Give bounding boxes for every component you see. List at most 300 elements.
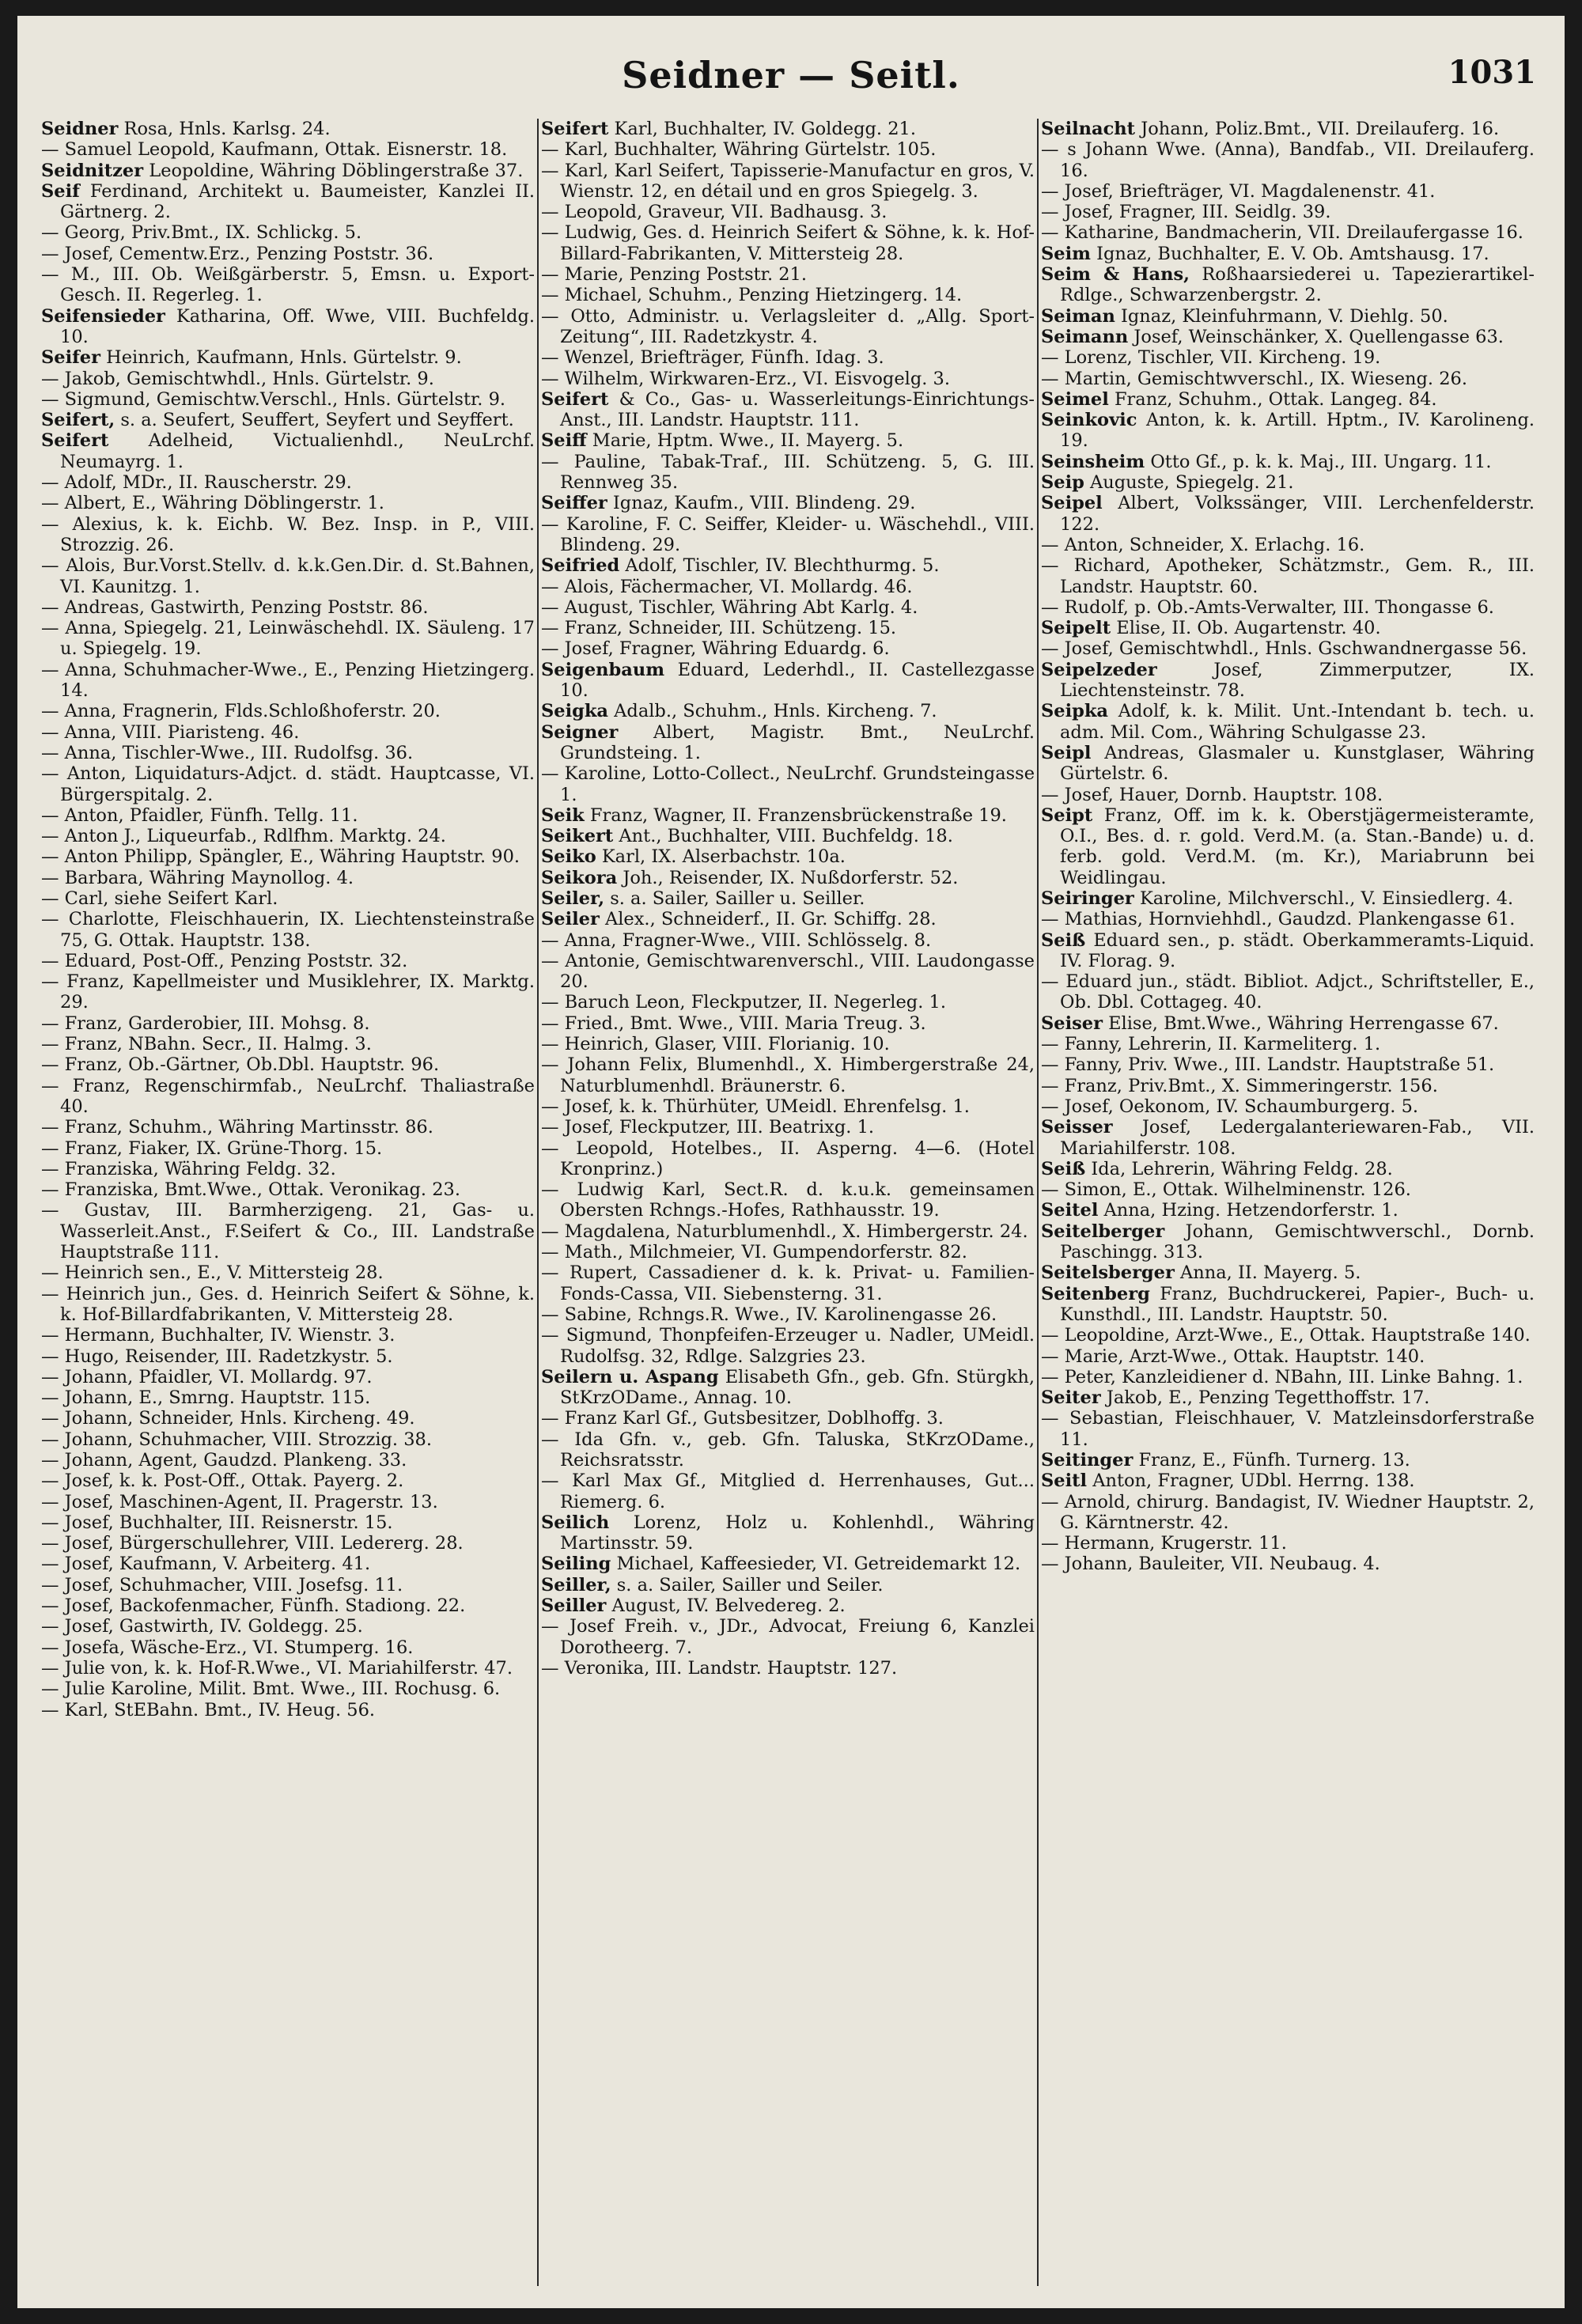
entry-text: — Wilhelm, Wirkwaren-Erz., VI. Eisvogelg. 3. [541, 368, 951, 389]
entry-text: — Leopoldine, Arzt-Wwe., E., Ottak. Hauptstraße 140. [1041, 1325, 1531, 1346]
directory-entry [541, 722, 1035, 764]
entry-text: Franz, E., Fünfh. Turnerg. 13. [1138, 1450, 1410, 1470]
directory-entry [41, 306, 535, 348]
entry-name: Seiler, [541, 888, 605, 909]
directory-entry [541, 1429, 1035, 1471]
entry-text: Josef, Zimmerputzer, IX. Liechtensteinstr. 78. [1060, 659, 1535, 702]
directory-entry [41, 1138, 535, 1159]
directory-entry [1041, 1367, 1535, 1387]
directory-entry [41, 846, 535, 867]
entry-text: Marie, Hptm. Wwe., II. Mayerg. 5. [592, 430, 904, 452]
entry-text: Franz, Wagner, II. Franzensbrückenstraße 19. [589, 804, 1007, 826]
entry-text: Joh., Reisender, IX. Nußdorferstr. 52. [623, 867, 959, 888]
directory-entry [1041, 347, 1535, 368]
entry-name: Seiß [1041, 929, 1086, 951]
entry-text: Auguste, Spiegelg. 21. [1090, 472, 1294, 494]
directory-entry [541, 951, 1035, 993]
entry-text: Ferdinand, Architekt u. Baumeister, Kanzlei II. Gärtnerg. 2. [60, 180, 535, 223]
entry-text: August, IV. Belvedereg. 2. [611, 1595, 846, 1617]
directory-entry [41, 181, 535, 223]
directory-entry [541, 1616, 1035, 1658]
directory-entry [1041, 971, 1535, 1013]
entry-text: — Rudolf, p. Ob.-Amts-Verwalter, III. Thongasse 6. [1041, 596, 1494, 618]
entry-text: — Ida Gfn. v., geb. Gfn. Taluska, StKrzODame., Reichsratsstr. [541, 1429, 1035, 1470]
directory-entry [1041, 1325, 1535, 1346]
directory-entry [41, 1492, 535, 1512]
directory-entry [41, 430, 535, 472]
entry-text: — Sabine, Rchngs.R. Wwe., IV. Karolinengasse 26. [541, 1304, 997, 1325]
directory-entry [541, 597, 1035, 618]
directory-entry [541, 618, 1035, 638]
entry-text: — Franz, Fiaker, IX. Grüne-Thorg. 15. [41, 1137, 383, 1159]
directory-entry [541, 1367, 1035, 1409]
directory-entry [41, 119, 535, 139]
entry-text: — Barbara, Währing Maynollog. 4. [41, 867, 354, 888]
directory-entry [41, 1429, 535, 1450]
directory-entry [41, 1346, 535, 1367]
directory-entry [41, 514, 535, 556]
entry-name: Seiling [541, 1554, 611, 1575]
entry-text: Anton, k. k. Artill. Hptm., IV. Karolineng. 19. [1060, 410, 1535, 452]
entry-text: — Josef, k. k. Post-Off., Ottak. Payerg. 2. [41, 1470, 404, 1492]
directory-entry [41, 826, 535, 846]
entry-name: Seigka [541, 701, 609, 722]
entry-name: Seidner [41, 119, 119, 139]
entry-text: — Heinrich, Glaser, VIII. Florianig. 10. [541, 1034, 890, 1055]
directory-entry [541, 826, 1035, 846]
entry-name: Seiser [1041, 1012, 1103, 1034]
directory-entry [1041, 1408, 1535, 1450]
directory-entry [1041, 1284, 1535, 1326]
entry-text: Josef, Weinschänker, X. Quellengasse 63. [1134, 326, 1504, 347]
entry-text: — Franz Karl Gf., Gutsbesitzer, Doblhoffg. 3. [541, 1408, 944, 1429]
column-rule [537, 119, 539, 2286]
directory-entry [541, 1242, 1035, 1262]
entry-text: — Hugo, Reisender, III. Radetzkystr. 5. [41, 1346, 393, 1367]
directory-entry [41, 868, 535, 888]
entry-text: Karoline, Milchverschl., V. Einsiedlerg. 4. [1139, 888, 1514, 909]
entry-text: Katharina, Off. Wwe, VIII. Buchfeldg. 10. [60, 305, 535, 347]
entry-text: Adolf, k. k. Milit. Unt.-Intendant b. tech. u. adm. Mil. Com., Währing Schulgasse 23. [1060, 701, 1535, 743]
directory-entry [41, 1325, 535, 1346]
entry-text: — Karl, Buchhalter, Währing Gürtelstr. 105. [541, 139, 937, 161]
entry-name: Seiter [1041, 1387, 1101, 1409]
directory-entry [41, 805, 535, 826]
directory-entry [41, 389, 535, 410]
entry-text: — Josef, Briefträger, VI. Magdalenenstr. 41. [1041, 180, 1436, 202]
entry-text: — Ludwig, Ges. d. Heinrich Seifert & Söhne, k. k. Hof-Billard-Fabrikanten, V. Mittersteig 28. [541, 222, 1035, 264]
entry-text: — Josef, Fragner, Währing Eduardg. 6. [541, 638, 890, 660]
entry-text: Adolf, Tischler, IV. Blechthurmg. 5. [625, 555, 940, 577]
directory-entry [41, 1616, 535, 1637]
entry-text: Albert, Magistr. Bmt., NeuLrchf. Grundsteing. 1. [560, 721, 1035, 763]
entry-text: — Johann, Pfaidler, VI. Mollardg. 97. [41, 1366, 373, 1387]
directory-entry [41, 264, 535, 306]
entry-text: — Anna, VIII. Piaristeng. 46. [41, 721, 300, 743]
directory-entry [41, 1533, 535, 1554]
entry-text: Heinrich, Kaufmann, Hnls. Gürtelstr. 9. [106, 347, 462, 369]
entry-name: Seigner [541, 721, 619, 743]
entry-text: — Lorenz, Tischler, VII. Kircheng. 19. [1041, 347, 1381, 369]
directory-entry [41, 909, 535, 951]
entry-text: — Franz, Regenschirmfab., NeuLrchf. Thaliastraße 40. [41, 1075, 535, 1117]
entry-name: Seiringer [1041, 888, 1134, 909]
entry-text: — Adolf, MDr., II. Rauscherstr. 29. [41, 472, 352, 494]
entry-name: Seim & Hans, [1041, 264, 1190, 286]
entry-text: — Anna, Tischler-Wwe., III. Rudolfsg. 36. [41, 742, 414, 763]
entry-name: Seifert [541, 119, 609, 139]
entry-text: — Franziska, Währing Feldg. 32. [41, 1158, 336, 1179]
directory-entry [1041, 1096, 1535, 1117]
entry-text: — Mathias, Hornviehhdl., Gaudzd. Plankengasse 61. [1041, 909, 1516, 930]
directory-entry [41, 597, 535, 618]
entry-text: — Alexius, k. k. Eichb. W. Bez. Insp. in P., VIII. Strozzig. 26. [41, 513, 535, 555]
directory-entry [1041, 555, 1535, 597]
entry-text: Karl, Buchhalter, IV. Goldegg. 21. [614, 119, 916, 139]
entry-text: — Anna, Schuhmacher-Wwe., E., Penzing Hietzingerg. 14. [41, 659, 535, 702]
entry-name: Seiller [541, 1595, 607, 1617]
directory-entry [1041, 1159, 1535, 1179]
entry-text: — Eduard, Post-Off., Penzing Poststr. 32. [41, 950, 408, 971]
directory-entry [541, 285, 1035, 305]
entry-name: Seimann [1041, 326, 1129, 347]
entry-text: — Josef, Gemischtwhdl., Hnls. Gschwandnergasse 56. [1041, 638, 1527, 660]
directory-entry [41, 1595, 535, 1616]
entry-text: — Josef, Bürgerschullehrer, VIII. Ledererg. 28. [41, 1533, 464, 1554]
entry-text: — Sebastian, Fleischhauer, V. Matzleinsdorferstraße 11. [1041, 1408, 1535, 1450]
entry-name: Seisser [1041, 1117, 1113, 1138]
entry-text: — Franz, Garderobier, III. Mohsg. 8. [41, 1012, 370, 1034]
directory-entry [41, 472, 535, 493]
directory-entry [1041, 1492, 1535, 1534]
entry-text: — Ludwig Karl, Sect.R. d. k.u.k. gemeinsamen Obersten Rchngs.-Hofes, Rathhausstr. 19. [541, 1179, 1035, 1221]
entry-name: Seinkovic [1041, 410, 1137, 431]
directory-entry [1041, 119, 1535, 139]
directory-entry [541, 1096, 1035, 1117]
entry-text: Ignaz, Buchhalter, E. V. Ob. Amtshausg. 17. [1096, 243, 1489, 264]
entry-text: — Heinrich jun., Ges. d. Heinrich Seifert & Söhne, k. k. Hof-Billardfabrikanten, V. Mittersteig 28. [41, 1283, 535, 1325]
directory-entry [1041, 1221, 1535, 1263]
directory-entry [1041, 805, 1535, 888]
directory-entry [541, 868, 1035, 888]
column-rule [1037, 119, 1039, 2286]
entry-name: Seiffer [541, 493, 607, 514]
directory-entry [541, 555, 1035, 576]
entry-text: — Franz, Schneider, III. Schützeng. 15. [541, 618, 897, 639]
directory-entry [41, 1575, 535, 1595]
entry-name: Seidnitzer [41, 160, 144, 181]
directory-entry [541, 347, 1035, 368]
directory-entry [41, 369, 535, 389]
entry-name: Seik [541, 804, 585, 826]
entry-text: — Jakob, Gemischtwhdl., Hnls. Gürtelstr. 9. [41, 368, 434, 389]
directory-entry [41, 1159, 535, 1179]
directory-entry [541, 1138, 1035, 1180]
directory-entry [1041, 264, 1535, 306]
entry-text: Ignaz, Kaufm., VIII. Blindeng. 29. [612, 493, 916, 514]
directory-entry [541, 1013, 1035, 1034]
entry-text: — Fanny, Priv. Wwe., III. Landstr. Hauptstraße 51. [1041, 1054, 1495, 1076]
entry-text: — Franz, Kapellmeister und Musiklehrer, IX. Marktg. 29. [41, 971, 535, 1013]
entry-name: Seifert [41, 430, 109, 452]
entry-text: — Rupert, Cassadiener d. k. k. Privat- u. Familien-Fonds-Cassa, VII. Siebensterng. 31. [541, 1262, 1035, 1304]
directory-entry [41, 743, 535, 763]
entry-text: — Anton, Schneider, X. Erlachg. 16. [1041, 534, 1365, 555]
directory-entry [1041, 1346, 1535, 1367]
directory-entry [41, 888, 535, 909]
entry-text: Alex., Schneiderf., II. Gr. Schiffg. 28. [604, 909, 937, 930]
entry-name: Seimel [1041, 388, 1109, 410]
directory-entry [541, 1179, 1035, 1221]
directory-entry [541, 1325, 1035, 1367]
directory-entry [41, 660, 535, 702]
entry-text: — M., III. Ob. Weißgärberstr. 5, Emsn. u. Export-Gesch. II. Regerleg. 1. [41, 264, 535, 306]
entry-text: — Andreas, Gastwirth, Penzing Poststr. 86. [41, 596, 429, 618]
directory-entry [541, 1262, 1035, 1304]
entry-text: — Johann, E., Smrng. Hauptstr. 115. [41, 1387, 371, 1409]
entry-text: — Josef, Maschinen-Agent, II. Pragerstr. 13. [41, 1491, 438, 1512]
entry-text: Ida, Lehrerin, Währing Feldg. 28. [1091, 1158, 1393, 1179]
directory-entry [41, 347, 535, 368]
entry-text: — Franz, Schuhm., Währing Martinsstr. 86. [41, 1117, 433, 1138]
entry-text: Leopoldine, Währing Döblingerstraße 37. [149, 160, 524, 181]
directory-entry [541, 992, 1035, 1012]
entry-text: — Wenzel, Briefträger, Fünfh. Idag. 3. [541, 347, 884, 369]
entry-text: — Franz, Priv.Bmt., X. Simmeringerstr. 156. [1041, 1075, 1438, 1096]
column-2 [541, 119, 1035, 2302]
entry-text: Adalb., Schuhm., Hnls. Kircheng. 7. [614, 701, 937, 722]
entry-name: Seipl [1041, 742, 1092, 763]
entry-name: Seikert [541, 826, 614, 847]
directory-entry [1041, 909, 1535, 929]
entry-name: Seitinger [1041, 1450, 1134, 1470]
directory-entry [41, 1179, 535, 1200]
entry-text: — Georg, Priv.Bmt., IX. Schlickg. 5. [41, 222, 362, 244]
entry-name: Seiko [541, 846, 596, 868]
entry-text: — Josef, k. k. Thürhüter, UMeidl. Ehrenfelsg. 1. [541, 1096, 970, 1117]
directory-entry [1041, 1179, 1535, 1200]
entry-text: — Anton, Pfaidler, Fünfh. Tellg. 11. [41, 804, 358, 826]
entry-name: Seiler [541, 909, 600, 930]
directory-entry [541, 909, 1035, 929]
entry-name: Seilich [541, 1512, 610, 1533]
entry-text: — Peter, Kanzleidiener d. NBahn, III. Linke Bahng. 1. [1041, 1366, 1523, 1387]
directory-entry [541, 1470, 1035, 1512]
entry-text: s. a. Sailer, Sailler und Seiler. [616, 1574, 884, 1595]
entry-text: — Anna, Spiegelg. 21, Leinwäschehdl. IX. Säuleng. 17 u. Spiegelg. 19. [41, 618, 535, 660]
entry-text: Adelheid, Victualienhdl., NeuLrchf. Neumayrg. 1. [60, 430, 535, 472]
entry-text: Anna, Hzing. Hetzendorferstr. 1. [1103, 1200, 1398, 1221]
directory-entry [1041, 472, 1535, 493]
entry-text: — Fanny, Lehrerin, II. Karmeliterg. 1. [1041, 1034, 1381, 1055]
entry-text: — Anton J., Liqueurfab., Rdlfhm. Marktg. 24. [41, 826, 446, 847]
entry-name: Seiman [1041, 305, 1115, 327]
entry-text: — Carl, siehe Seifert Karl. [41, 888, 278, 909]
entry-text: — Eduard jun., städt. Bibliot. Adjct., Schriftsteller, E., Ob. Dbl. Cottageg. 40. [1041, 971, 1535, 1013]
directory-entry [41, 1076, 535, 1118]
directory-entry [541, 1658, 1035, 1679]
directory-entry [1041, 597, 1535, 618]
entry-name: Seifensieder [41, 305, 165, 327]
directory-entry [541, 1408, 1035, 1429]
entry-text: — Anna, Fragner-Wwe., VIII. Schlösselg. 8. [541, 929, 932, 951]
entry-text: — Martin, Gemischtwverschl., IX. Wieseng. 26. [1041, 368, 1468, 389]
directory-entry [41, 1200, 535, 1262]
directory-entry [1041, 222, 1535, 243]
entry-text: — Franz, NBahn. Secr., II. Halmg. 3. [41, 1034, 372, 1055]
directory-entry [1041, 369, 1535, 389]
entry-text: Eduard sen., p. städt. Oberkammeramts-Liquid. IV. Florag. 9. [1060, 929, 1535, 971]
entry-text: — Michael, Schuhm., Penzing Hietzingerg. 14. [541, 285, 963, 306]
entry-text: — Karl Max Gf., Mitglied d. Herrenhauses, Gut... Riemerg. 6. [541, 1470, 1035, 1512]
entry-text: — Sigmund, Thonpfeifen-Erzeuger u. Nadler, UMeidl. Rudolfsg. 32, Rdlge. Salzgries 23. [541, 1325, 1035, 1367]
directory-entry [1041, 306, 1535, 327]
entry-text: Johann, Poliz.Bmt., VII. Dreilauferg. 16. [1141, 119, 1500, 139]
directory-entry [1041, 1387, 1535, 1408]
directory-entry [41, 722, 535, 743]
directory-entry [41, 1013, 535, 1034]
entry-text: — Otto, Administr. u. Verlagsleiter d. „Allg. Sport-Zeitung“, III. Radetzkystr. 4. [541, 305, 1035, 347]
entry-text: — Veronika, III. Landstr. Hauptstr. 127. [541, 1657, 898, 1679]
directory-entry [41, 763, 535, 805]
entry-text: — Franziska, Bmt.Wwe., Ottak. Veronikag. 23. [41, 1179, 461, 1201]
column-1 [41, 119, 535, 2302]
directory-entry [41, 1450, 535, 1470]
directory-entry [41, 1034, 535, 1054]
directory-entry [1041, 888, 1535, 909]
entry-text: — Magdalena, Naturblumenhdl., X. Himbergerstr. 24. [541, 1221, 1028, 1242]
entry-text: — Pauline, Tabak-Traf., III. Schützeng. 5, G. III. Rennweg 35. [541, 451, 1035, 494]
entry-text: — Karl, Karl Seifert, Tapisserie-Manufactur en gros, V. Wienstr. 12, en détail und en gros Spiegelg. 3. [541, 160, 1035, 202]
directory-entry [1041, 1076, 1535, 1096]
directory-entry [41, 1554, 535, 1574]
entry-text: Andreas, Glasmaler u. Kunstglaser, Währing Gürtelstr. 6. [1060, 742, 1535, 785]
entry-text: — Math., Milchmeier, VI. Gumpendorferstr. 82. [541, 1242, 967, 1263]
entry-name: Seipka [1041, 701, 1109, 722]
entry-name: Seikora [541, 867, 618, 888]
directory-entry [1041, 1200, 1535, 1221]
directory-entry [541, 264, 1035, 285]
directory-entry [1041, 1470, 1535, 1491]
entry-text: Johann, Gemischtwverschl., Dornb. Paschingg. 313. [1060, 1221, 1535, 1263]
page-header [17, 54, 1565, 109]
entry-text: — Anton, Liquidaturs-Adjct. d. städt. Hauptcasse, VI. Bürgerspitalg. 2. [41, 763, 535, 805]
directory-entry [541, 430, 1035, 451]
entry-text: Anton, Fragner, UDbl. Herrng. 138. [1092, 1470, 1415, 1492]
entry-text: — Gustav, III. Barmherzigeng. 21, Gas- u. Wasserleit.Anst., F.Seifert & Co., III. Landstraße Hauptstraße 111. [41, 1200, 535, 1263]
directory-entry [541, 1554, 1035, 1574]
directory-entry [1041, 1450, 1535, 1470]
entry-name: Seitelsberger [1041, 1262, 1175, 1284]
directory-entry [541, 1304, 1035, 1325]
directory-entry [41, 1658, 535, 1679]
entry-text: — Fried., Bmt. Wwe., VIII. Maria Treug. 3. [541, 1012, 926, 1034]
directory-entry [1041, 389, 1535, 410]
entry-text: Albert, Volkssänger, VIII. Lerchenfelderstr. 122. [1060, 493, 1535, 535]
entry-text: — Arnold, chirurg. Bandagist, IV. Wiedner Hauptstr. 2, G. Kärntnerstr. 42. [1041, 1491, 1535, 1533]
entry-text: Elise, II. Ob. Augartenstr. 40. [1116, 618, 1381, 639]
entry-name: Seitenberg [1041, 1283, 1150, 1304]
entry-text: Franz, Buchdruckerei, Papier-, Buch- u. Kunsthdl., III. Landstr. Hauptstr. 50. [1060, 1283, 1535, 1325]
entry-text: — Franz, Ob.-Gärtner, Ob.Dbl. Hauptstr. 96. [41, 1054, 440, 1076]
directory-entry [41, 1054, 535, 1075]
directory-entry [1041, 1013, 1535, 1034]
directory-entry [541, 222, 1035, 264]
directory-page [17, 16, 1565, 2308]
entry-name: Seifried [541, 555, 620, 577]
directory-entry [41, 1512, 535, 1533]
entry-text: — Johann Felix, Blumenhdl., X. Himbergerstraße 24, Naturblumenhdl. Bräunerstr. 6. [541, 1054, 1035, 1096]
directory-entry [541, 139, 1035, 160]
directory-entry [1041, 1117, 1535, 1159]
entry-text: s. a. Seufert, Seuffert, Seyfert und Seyffert. [120, 410, 514, 431]
entry-text: — Johann, Schuhmacher, VIII. Strozzig. 38. [41, 1429, 433, 1450]
directory-entry [1041, 701, 1535, 743]
entry-name: Seipelzeder [1041, 659, 1157, 680]
entry-text: & Co., Gas- u. Wasserleitungs-Einrichtungs-Anst., III. Landstr. Hauptstr. 111. [560, 388, 1035, 431]
directory-entry [541, 161, 1035, 202]
entry-text: — Josef, Buchhalter, III. Reisnerstr. 15. [41, 1512, 393, 1533]
entry-text: — Josef, Oekonom, IV. Schaumburgerg. 5. [1041, 1096, 1419, 1117]
directory-entry [541, 202, 1035, 222]
directory-entry [541, 493, 1035, 513]
entry-name: Seipel [1041, 493, 1103, 514]
entry-text: Franz, Off. im k. k. Oberstjägermeisteramte, O.I., Bes. d. r. gold. Verd.M. (a. Stan.-Bande) u. d. ferb. gold. Verd.M. (m. Kr.), Mariabrunn bei Weidlingau. [1060, 804, 1535, 888]
directory-entry [541, 1575, 1035, 1595]
entry-name: Seinsheim [1041, 451, 1145, 472]
directory-entry [541, 514, 1035, 556]
entry-text: — Josef Freih. v., JDr., Advocat, Freiung 6, Kanzlei Dorotheerg. 7. [541, 1616, 1035, 1658]
entry-text: — Josef, Cementw.Erz., Penzing Poststr. 36. [41, 243, 434, 264]
entry-text: — Josef, Fleckputzer, III. Beatrixg. 1. [541, 1117, 875, 1138]
directory-entry [1041, 785, 1535, 805]
entry-text: — Karl, StEBahn. Bmt., IV. Heug. 56. [41, 1699, 376, 1720]
directory-entry [41, 139, 535, 160]
entry-text: — Richard, Apotheker, Schätzmstr., Gem. R., III. Landstr. Hauptstr. 60. [1041, 555, 1535, 597]
directory-entry [41, 1637, 535, 1658]
directory-entry [541, 1221, 1035, 1242]
entry-name: Seipelt [1041, 618, 1111, 639]
entry-text: — Karoline, F. C. Seiffer, Kleider- u. Wäschehdl., VIII. Blindeng. 29. [541, 513, 1035, 555]
directory-entry [41, 161, 535, 181]
directory-entry [541, 389, 1035, 431]
entry-text: s. a. Sailer, Sailler u. Seiller. [610, 888, 865, 909]
entry-text: — Albert, E., Währing Döblingerstr. 1. [41, 493, 384, 514]
entry-text: — Josef, Backofenmacher, Fünfh. Stadiong. 22. [41, 1595, 466, 1617]
entry-text: Karl, IX. Alserbachstr. 10a. [601, 846, 846, 868]
directory-entry [541, 452, 1035, 494]
entry-text: — Leopold, Hotelbes., II. Asperng. 4—6. (Hotel Kronprinz.) [541, 1137, 1035, 1179]
entry-text: — Alois, Fächermacher, VI. Mollardg. 46. [541, 576, 913, 597]
entry-name: Seigenbaum [541, 659, 664, 680]
entry-name: Seitl [1041, 1470, 1088, 1492]
directory-entry [41, 1387, 535, 1408]
entry-text: — Karoline, Lotto-Collect., NeuLrchf. Grundsteingasse 1. [541, 763, 1035, 805]
directory-entry [1041, 139, 1535, 181]
directory-entry [1041, 327, 1535, 347]
entry-text: Otto Gf., p. k. k. Maj., III. Ungarg. 11. [1150, 451, 1492, 472]
directory-entry [1041, 618, 1535, 638]
directory-columns [41, 119, 1541, 2292]
entry-text: Franz, Schuhm., Ottak. Langeg. 84. [1114, 388, 1437, 410]
directory-entry [1041, 638, 1535, 659]
column-3 [1041, 119, 1535, 2302]
entry-text: Jakob, E., Penzing Tegetthoffstr. 17. [1106, 1387, 1430, 1409]
directory-entry [41, 951, 535, 971]
entry-text: Lorenz, Holz u. Kohlenhdl., Währing Martinsstr. 59. [560, 1512, 1035, 1554]
entry-name: Seitel [1041, 1200, 1099, 1221]
directory-entry [41, 555, 535, 597]
